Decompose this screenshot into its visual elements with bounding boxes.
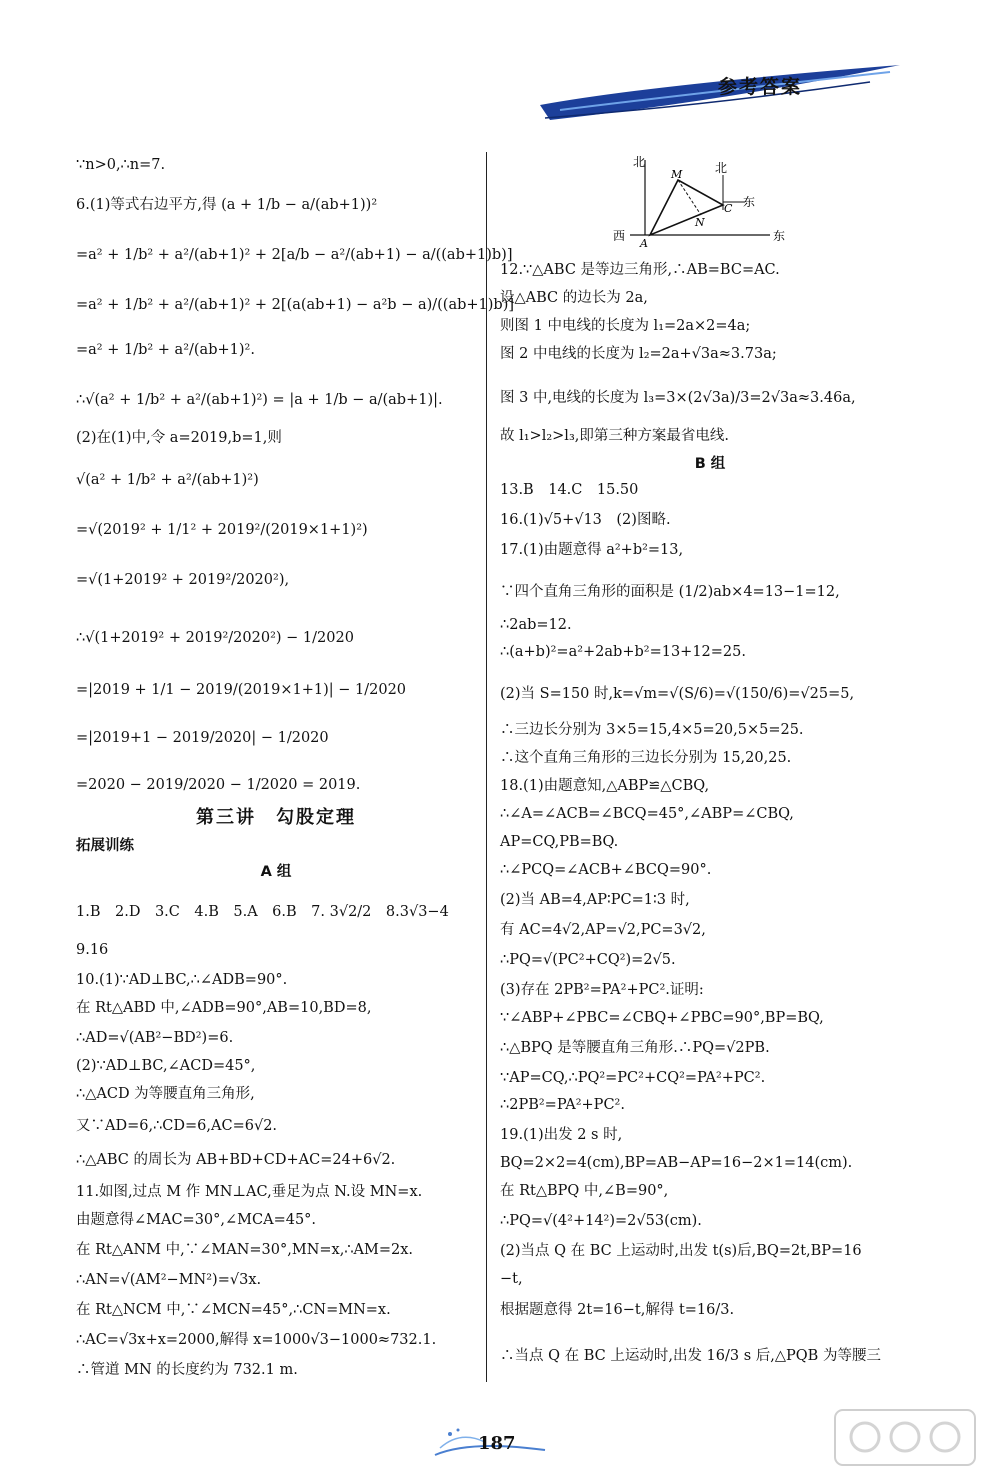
- text-line: =√(1+2019² + 2019²/2020²),: [76, 572, 290, 588]
- text-line: 由题意得∠MAC=30°,∠MCA=45°.: [76, 1212, 317, 1228]
- text-line: ∴管道 MN 的长度约为 732.1 m.: [76, 1362, 298, 1378]
- text-line: ∴AC=√3x+x=2000,解得 x=1000√3−1000≈732.1.: [76, 1332, 437, 1348]
- text-line: ∴△BPQ 是等腰直角三角形.∴PQ=√2PB.: [500, 1040, 770, 1056]
- text-line: 在 Rt△ABD 中,∠ADB=90°,AB=10,BD=8,: [76, 1000, 372, 1016]
- text-line: 1.B 2.D 3.C 4.B 5.A 6.B 7. 3√2/2 8.3√3−4: [76, 904, 449, 920]
- figure-label: 东: [773, 229, 786, 243]
- text-line: 18.(1)由题意知,△ABP≌△CBQ,: [500, 778, 710, 794]
- text-line: 10.(1)∵AD⊥BC,∴∠ADB=90°.: [76, 972, 288, 988]
- text-line: ∴这个直角三角形的三边长分别为 15,20,25.: [500, 750, 792, 766]
- text-line: ∴AN=√(AM²−MN²)=√3x.: [76, 1272, 262, 1288]
- text-line: ∴2ab=12.: [500, 617, 572, 633]
- text-line: (3)存在 2PB²=PA²+PC².证明:: [500, 982, 704, 998]
- text-line: BQ=2×2=4(cm),BP=AB−AP=16−2×1=14(cm).: [500, 1155, 853, 1171]
- group-heading: B 组: [694, 456, 726, 472]
- text-line: ∴∠PCQ=∠ACB+∠BCQ=90°.: [500, 862, 712, 878]
- figure-label: 北: [633, 155, 646, 169]
- text-line: √(a² + 1/b² + a²/(ab+1)²): [76, 472, 259, 488]
- text-line: 在 Rt△BPQ 中,∠B=90°,: [500, 1183, 669, 1199]
- text-line: =|2019+1 − 2019/2020| − 1/2020: [76, 730, 329, 746]
- text-line: 在 Rt△NCM 中,∵∠MCN=45°,∴CN=MN=x.: [76, 1302, 391, 1318]
- text-line: (2)当 S=150 时,k=√m=√(S/6)=√(150/6)=√25=5,: [500, 686, 855, 702]
- text-line: =a² + 1/b² + a²/(ab+1)² + 2[a/b − a²/(ab+1) − a/((ab+1)b)]: [76, 247, 513, 263]
- text-line: ∴AD=√(AB²−BD²)=6.: [76, 1030, 234, 1046]
- text-line: ∴PQ=√(PC²+CQ²)=2√5.: [500, 952, 676, 968]
- text-line: ∵四个直角三角形的面积是 (1/2)ab×4=13−1=12,: [500, 584, 840, 600]
- text-line: ∴2PB²=PA²+PC².: [500, 1097, 625, 1113]
- text-line: 13.B 14.C 15.50: [500, 482, 639, 498]
- text-line: (2)在(1)中,令 a=2019,b=1,则: [76, 430, 282, 446]
- text-line: (2)∵AD⊥BC,∠ACD=45°,: [76, 1058, 256, 1074]
- text-line: =a² + 1/b² + a²/(ab+1)².: [76, 342, 255, 358]
- text-line: (2)当 AB=4,AP∶PC=1∶3 时,: [500, 892, 690, 908]
- text-line: =√(2019² + 1/1² + 2019²/(2019×1+1)²): [76, 522, 368, 538]
- page-number: 187: [478, 1433, 516, 1454]
- text-line: 设△ABC 的边长为 2a,: [500, 290, 648, 306]
- text-line: 19.(1)出发 2 s 时,: [500, 1127, 623, 1143]
- text-line: −t,: [500, 1271, 523, 1287]
- section-heading: 第三讲 勾股定理: [196, 807, 356, 828]
- text-line: 17.(1)由题意得 a²+b²=13,: [500, 542, 684, 558]
- text-line: AP=CQ,PB=BQ.: [500, 834, 619, 850]
- figure-label: N: [695, 216, 705, 229]
- text-line: ∴△ACD 为等腰直角三角形,: [76, 1086, 255, 1102]
- text-line: ∴(a+b)²=a²+2ab+b²=13+12=25.: [500, 644, 746, 660]
- text-line: 又∵AD=6,∴CD=6,AC=6√2.: [76, 1118, 278, 1134]
- text-line: 12.∵△ABC 是等边三角形,∴AB=BC=AC.: [500, 262, 780, 278]
- text-line: ∴PQ=√(4²+14²)=2√53(cm).: [500, 1213, 702, 1229]
- figure-label: M: [671, 168, 683, 181]
- text-line: 16.(1)√5+√13 (2)图略.: [500, 512, 671, 528]
- figure-label: C: [724, 202, 733, 215]
- text-line: 故 l₁>l₂>l₃,即第三种方案最省电线.: [500, 428, 729, 444]
- text-line: 6.(1)等式右边平方,得 (a + 1/b − a/(ab+1))²: [76, 197, 378, 213]
- text-line: 图 2 中电线的长度为 l₂=2a+√3a≈3.73a;: [500, 346, 777, 362]
- text-line: 在 Rt△ANM 中,∵∠MAN=30°,MN=x,∴AM=2x.: [76, 1242, 414, 1258]
- figure-label: A: [640, 237, 648, 250]
- header-title: 参考答案: [718, 76, 803, 98]
- text-line: =2020 − 2019/2020 − 1/2020 = 2019.: [76, 777, 361, 793]
- text-line: =a² + 1/b² + a²/(ab+1)² + 2[(a(ab+1) − a²b − a)/((ab+1)b)]: [76, 297, 515, 313]
- text-line: 图 3 中,电线的长度为 l₃=3×(2√3a)/3=2√3a≈3.46a,: [500, 390, 856, 406]
- compass-diagram: [605, 150, 805, 250]
- text-line: 有 AC=4√2,AP=√2,PC=3√2,: [500, 922, 706, 938]
- text-line: ∵AP=CQ,∴PQ²=PC²+CQ²=PA²+PC².: [500, 1070, 766, 1086]
- text-line: ∴△ABC 的周长为 AB+BD+CD+AC=24+6√2.: [76, 1152, 396, 1168]
- figure-label: 东: [743, 195, 756, 209]
- text-line: 9.16: [76, 942, 109, 958]
- text-line: ∴√(a² + 1/b² + a²/(ab+1)²) = |a + 1/b − a/(ab+1)|.: [76, 392, 443, 408]
- figure-label: 北: [715, 161, 728, 175]
- text-line: (2)当点 Q 在 BC 上运动时,出发 t(s)后,BQ=2t,BP=16: [500, 1243, 862, 1259]
- text-line: ∴√(1+2019² + 2019²/2020²) − 1/2020: [76, 630, 354, 646]
- watermark-logo: [830, 1405, 980, 1470]
- text-line: ∵∠ABP+∠PBC=∠CBQ+∠PBC=90°,BP=BQ,: [500, 1010, 824, 1026]
- text-line: =|2019 + 1/1 − 2019/(2019×1+1)| − 1/2020: [76, 682, 407, 698]
- column-divider: [486, 152, 487, 1382]
- text-line: 11.如图,过点 M 作 MN⊥AC,垂足为点 N.设 MN=x.: [76, 1184, 423, 1200]
- text-line: 则图 1 中电线的长度为 l₁=2a×2=4a;: [500, 318, 751, 334]
- group-heading: A 组: [260, 864, 292, 880]
- figure-label: 西: [613, 229, 626, 243]
- text-line: ∴∠A=∠ACB=∠BCQ=45°,∠ABP=∠CBQ,: [500, 806, 794, 822]
- text-line: 根据题意得 2t=16−t,解得 t=16/3.: [500, 1302, 735, 1318]
- text-line: ∴三边长分别为 3×5=15,4×5=20,5×5=25.: [500, 722, 804, 738]
- subsection-heading: 拓展训练: [76, 838, 134, 854]
- text-line: ∴当点 Q 在 BC 上运动时,出发 16/3 s 后,△PQB 为等腰三: [500, 1348, 881, 1364]
- text-line: ∵n>0,∴n=7.: [76, 157, 166, 173]
